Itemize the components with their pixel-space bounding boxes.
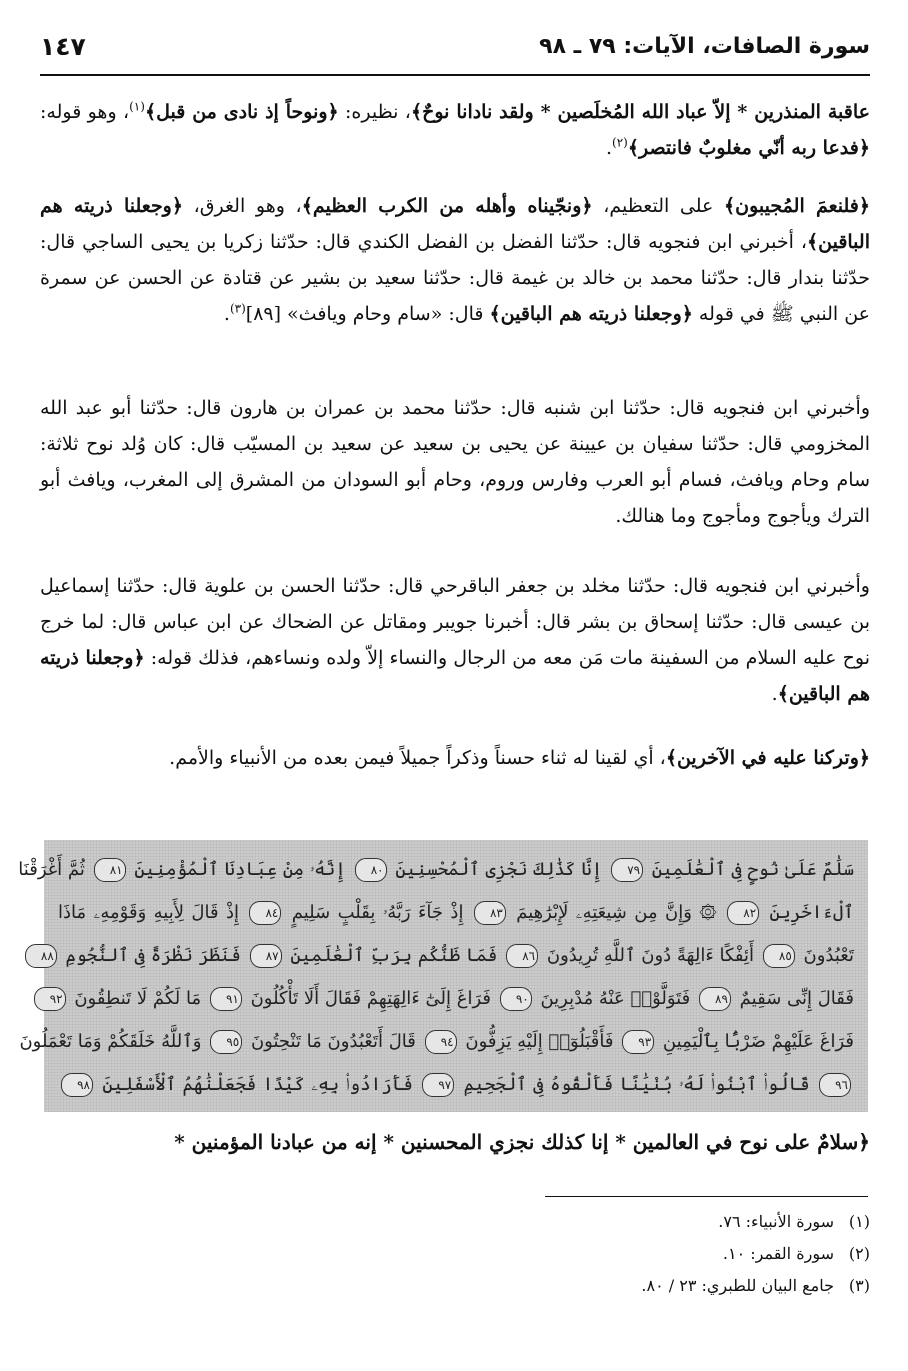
quran-quote: ﴿فدعا ربه أنّي مغلوبٌ فانتصر﴾ [627, 137, 870, 159]
text: ، وهو الغرق، [183, 195, 302, 217]
footnote-ref[interactable]: (٣) [229, 301, 246, 316]
verse-number-marker: ٨٣ [474, 901, 506, 925]
quran-quote: ﴿وجعلنا ذريته هم الباقين﴾ [40, 195, 870, 253]
verse-number-marker: ٨٥ [763, 944, 795, 968]
verse-text: فَرَاغَ إِلَىٰٓ ءَالِهَتِهِمْ فَقَالَ أَلَا تَأْكُلُونَ [250, 988, 491, 1009]
footnote-ref[interactable]: (١) [129, 99, 145, 114]
quran-line-5 [19, 1020, 854, 1063]
verse-text: إِذْ قَالَ لِأَبِيهِ وَقَوْمِهِۦ مَاذَا [58, 902, 239, 923]
quran-quote: ﴿وجعلنا ذريته هم الباقين﴾ [40, 647, 870, 705]
quran-line-1 [18, 848, 854, 891]
text: ، أي لقينا له ثناء حسناً وذكراً جميلاً فيمن بعده من الأنبياء والأمم. [169, 747, 666, 769]
text: على التعظيم، [592, 195, 725, 217]
page-header [40, 30, 870, 76]
verse-number-marker: ٩٠ [500, 987, 532, 1011]
quran-quote: ﴿ونوحاً إذ نادى من قبل﴾ [144, 101, 339, 123]
text: ، أخبرني ابن فنجويه قال: حدّثنا الفضل بن الفضل الكندي قال: حدّثنا زكريا بن يحيى الساجي قال: حدّثنا بندار قال: حدّثنا محمد بن خالد بن غيمة قال: حدّثنا سعيد بن بشير عن قتادة عن الحسن عن سمرة عن النبي ﷺ في قوله [40, 231, 870, 325]
quran-bracket: ﴾ [410, 101, 423, 123]
verse-text: سَلَٰمٌ عَلَىٰ نُوحٍ فِى ٱلْعَٰلَمِينَ [651, 859, 854, 880]
footnote-item [470, 1270, 870, 1302]
verse-text: قَالُوا۟ ٱبْنُوا۟ لَهُۥ بُنْيَٰنًا فَأَلْقُوهُ فِى ٱلْجَحِيمِ [463, 1074, 810, 1095]
quran-line-4 [49, 977, 854, 1020]
tafsir-verse-heading: ﴿سلامٌ على نوح في العالمين * إنا كذلك نجزي المحسنين * إنه من عبادنا المؤمنين * [174, 1130, 870, 1154]
text: ، وهو قوله: [40, 101, 130, 123]
quran-quote: ﴿فلنعمَ المُجيبون﴾ [724, 195, 870, 217]
verse-text: ثُمَّ أَغْرَقْنَا [18, 859, 85, 880]
footnote-number: (٢) [848, 1244, 870, 1263]
verse-text: ٱلْءَاخَرِينَ [769, 902, 854, 923]
verse-text: فَأَقْبَلُوٓا۟ إِلَيْهِ يَزِفُّونَ [465, 1031, 614, 1052]
quran-quote: ﴿وجعلنا ذريته هم الباقين﴾ [489, 303, 693, 325]
verse-text: إِنَّهُۥ مِنْ عِبَادِنَا ٱلْمُؤْمِنِينَ [134, 859, 346, 880]
verse-number-marker: ٨١ [94, 858, 126, 882]
footnotes [470, 1206, 870, 1302]
footnote-number: (٣) [848, 1276, 870, 1295]
verse-text: فَرَاغَ عَلَيْهِمْ ضَرْبًۢا بِٱلْيَمِينِ [662, 1031, 854, 1052]
verse-number-marker: ٨٩ [699, 987, 731, 1011]
verse-text: إِنَّا كَذَٰلِكَ نَجْزِى ٱلْمُحْسِنِينَ [395, 859, 603, 880]
footnote-number: (١) [848, 1212, 870, 1231]
quran-quote: ﴿ونجّيناه وأهله من الكرب العظيم﴾ [301, 195, 593, 217]
verse-number-marker: ٩٢ [34, 987, 66, 1011]
verse-text: وَٱللَّهُ خَلَقَكُمْ وَمَا تَعْمَلُونَ [19, 1031, 202, 1052]
verse-text: فَمَا ظَنُّكُم بِرَبِّ ٱلْعَٰلَمِينَ [290, 945, 498, 966]
quran-line-3 [40, 934, 854, 977]
verse-text: تَعْبُدُونَ [803, 945, 854, 966]
text: . [223, 303, 230, 325]
quran-quote: ﴿وتركنا عليه في الآخرين﴾ [665, 747, 870, 769]
verse-text: أَئِفْكًا ءَالِهَةً دُونَ ٱللَّهِ تُرِيدُونَ [546, 945, 755, 966]
verse-text: فَتَوَلَّوْا۟ عَنْهُ مُدْبِرِينَ [540, 988, 691, 1009]
verse-number-marker: ٧٩ [611, 858, 643, 882]
footnote-text: سورة القمر: ١٠. [722, 1244, 834, 1263]
header-rule [40, 74, 870, 76]
verse-text: ۞ وَإِنَّ مِن شِيعَتِهِۦ لَإِبْرَٰهِيمَ [516, 902, 717, 923]
quran-line-2 [58, 891, 854, 934]
surah-title: سورة الصافات، الآيات: ٧٩ ـ ٩٨ [539, 34, 870, 59]
paragraph-4 [40, 568, 870, 712]
verse-number-marker: ٩٨ [61, 1073, 93, 1097]
verse-text: مَا لَكُمْ لَا تَنطِقُونَ [74, 988, 202, 1009]
text: . [771, 683, 778, 705]
paragraph-3 [40, 390, 870, 534]
quran-verses-block [18, 840, 868, 1112]
text: . [605, 137, 613, 159]
verse-number-marker: ٩٧ [422, 1073, 454, 1097]
footnote-text: جامع البيان للطبري: ٢٣ / ٨٠. [641, 1276, 834, 1295]
verse-text: قَالَ أَتَعْبُدُونَ مَا تَنْحِتُونَ [250, 1031, 416, 1052]
text: وأخبرني ابن فنجويه قال: حدّثنا ابن شنبه قال: حدّثنا محمد بن عمران بن هارون قال: حدّثنا أبو عبد الله المخزومي قال: حدّثنا سفيان بن عيينة عن يحيى بن سعيد عن سعيد بن المسيّب قال: كان وُلد نوح ثلاثة: سام وحام ويافث، فسام أبو العرب وفارس وروم، وحام أبو السودان من المشرق إلى المغرب، ويافث أبو الترك ويأجوج ومأجوج وما هنالك. [40, 397, 870, 527]
verse-number-marker: ٩٤ [425, 1030, 457, 1054]
footnote-item [470, 1238, 870, 1270]
footnote-divider [545, 1196, 868, 1197]
footnote-ref[interactable]: (٢) [612, 135, 628, 150]
verse-number-marker: ٨٠ [355, 858, 387, 882]
verse-number-marker: ٨٤ [249, 901, 281, 925]
paragraph-5 [40, 740, 870, 776]
footnote-text: سورة الأنبياء: ٧٦. [718, 1212, 834, 1231]
verse-number-marker: ٨٦ [506, 944, 538, 968]
text: ، نظيره: [338, 101, 411, 123]
text: وأخبرني ابن فنجويه قال: حدّثنا مخلد بن جعفر الباقرحي قال: حدّثنا الحسن بن علوية قال: حدّثنا إسماعيل بن عيسى قال: حدّثنا إسحاق بن بشر قال: أخبرنا جويبر ومقاتل عن الضحاك عن ابن عباس قال: لما خرج نوح عليه السلام من السفينة مات مَن معه من الرجال والنساء إلاّ ولده ونساءهم، فذلك قوله: [40, 575, 870, 669]
verse-number-marker: ٩٣ [622, 1030, 654, 1054]
verse-text: إِذْ جَآءَ رَبَّهُۥ بِقَلْبٍ سَلِيمٍ [291, 902, 464, 923]
verse-text: فَقَالَ إِنِّى سَقِيمٌ [739, 988, 854, 1009]
verse-number-marker: ٨٢ [727, 901, 759, 925]
verse-number-marker: ٩١ [210, 987, 242, 1011]
page-number: ١٤٧ [40, 32, 86, 61]
verse-number-marker: ٩٦ [819, 1073, 851, 1097]
verse-text: فَنَظَرَ نَظْرَةً فِى ٱلنُّجُومِ [65, 945, 241, 966]
quran-line-6 [58, 1063, 854, 1106]
verse-number-marker: ٨٧ [250, 944, 282, 968]
footnote-item [470, 1206, 870, 1238]
text: قال: «سام وحام ويافث» [٨٩] [245, 303, 490, 325]
verse-number-marker: ٩٥ [210, 1030, 242, 1054]
paragraph-1 [40, 94, 870, 166]
verse-text: فَأَرَادُوا۟ بِهِۦ كَيْدًا فَجَعَلْنَٰهُمُ ٱلْأَسْفَلِينَ [102, 1074, 413, 1095]
verse-number-marker: ٨٨ [25, 944, 57, 968]
quran-quote: عاقبة المنذرين * إلاّ عباد الله المُخلَصين * ولقد نادانا نوحٌ [422, 101, 870, 123]
paragraph-2 [40, 188, 870, 332]
